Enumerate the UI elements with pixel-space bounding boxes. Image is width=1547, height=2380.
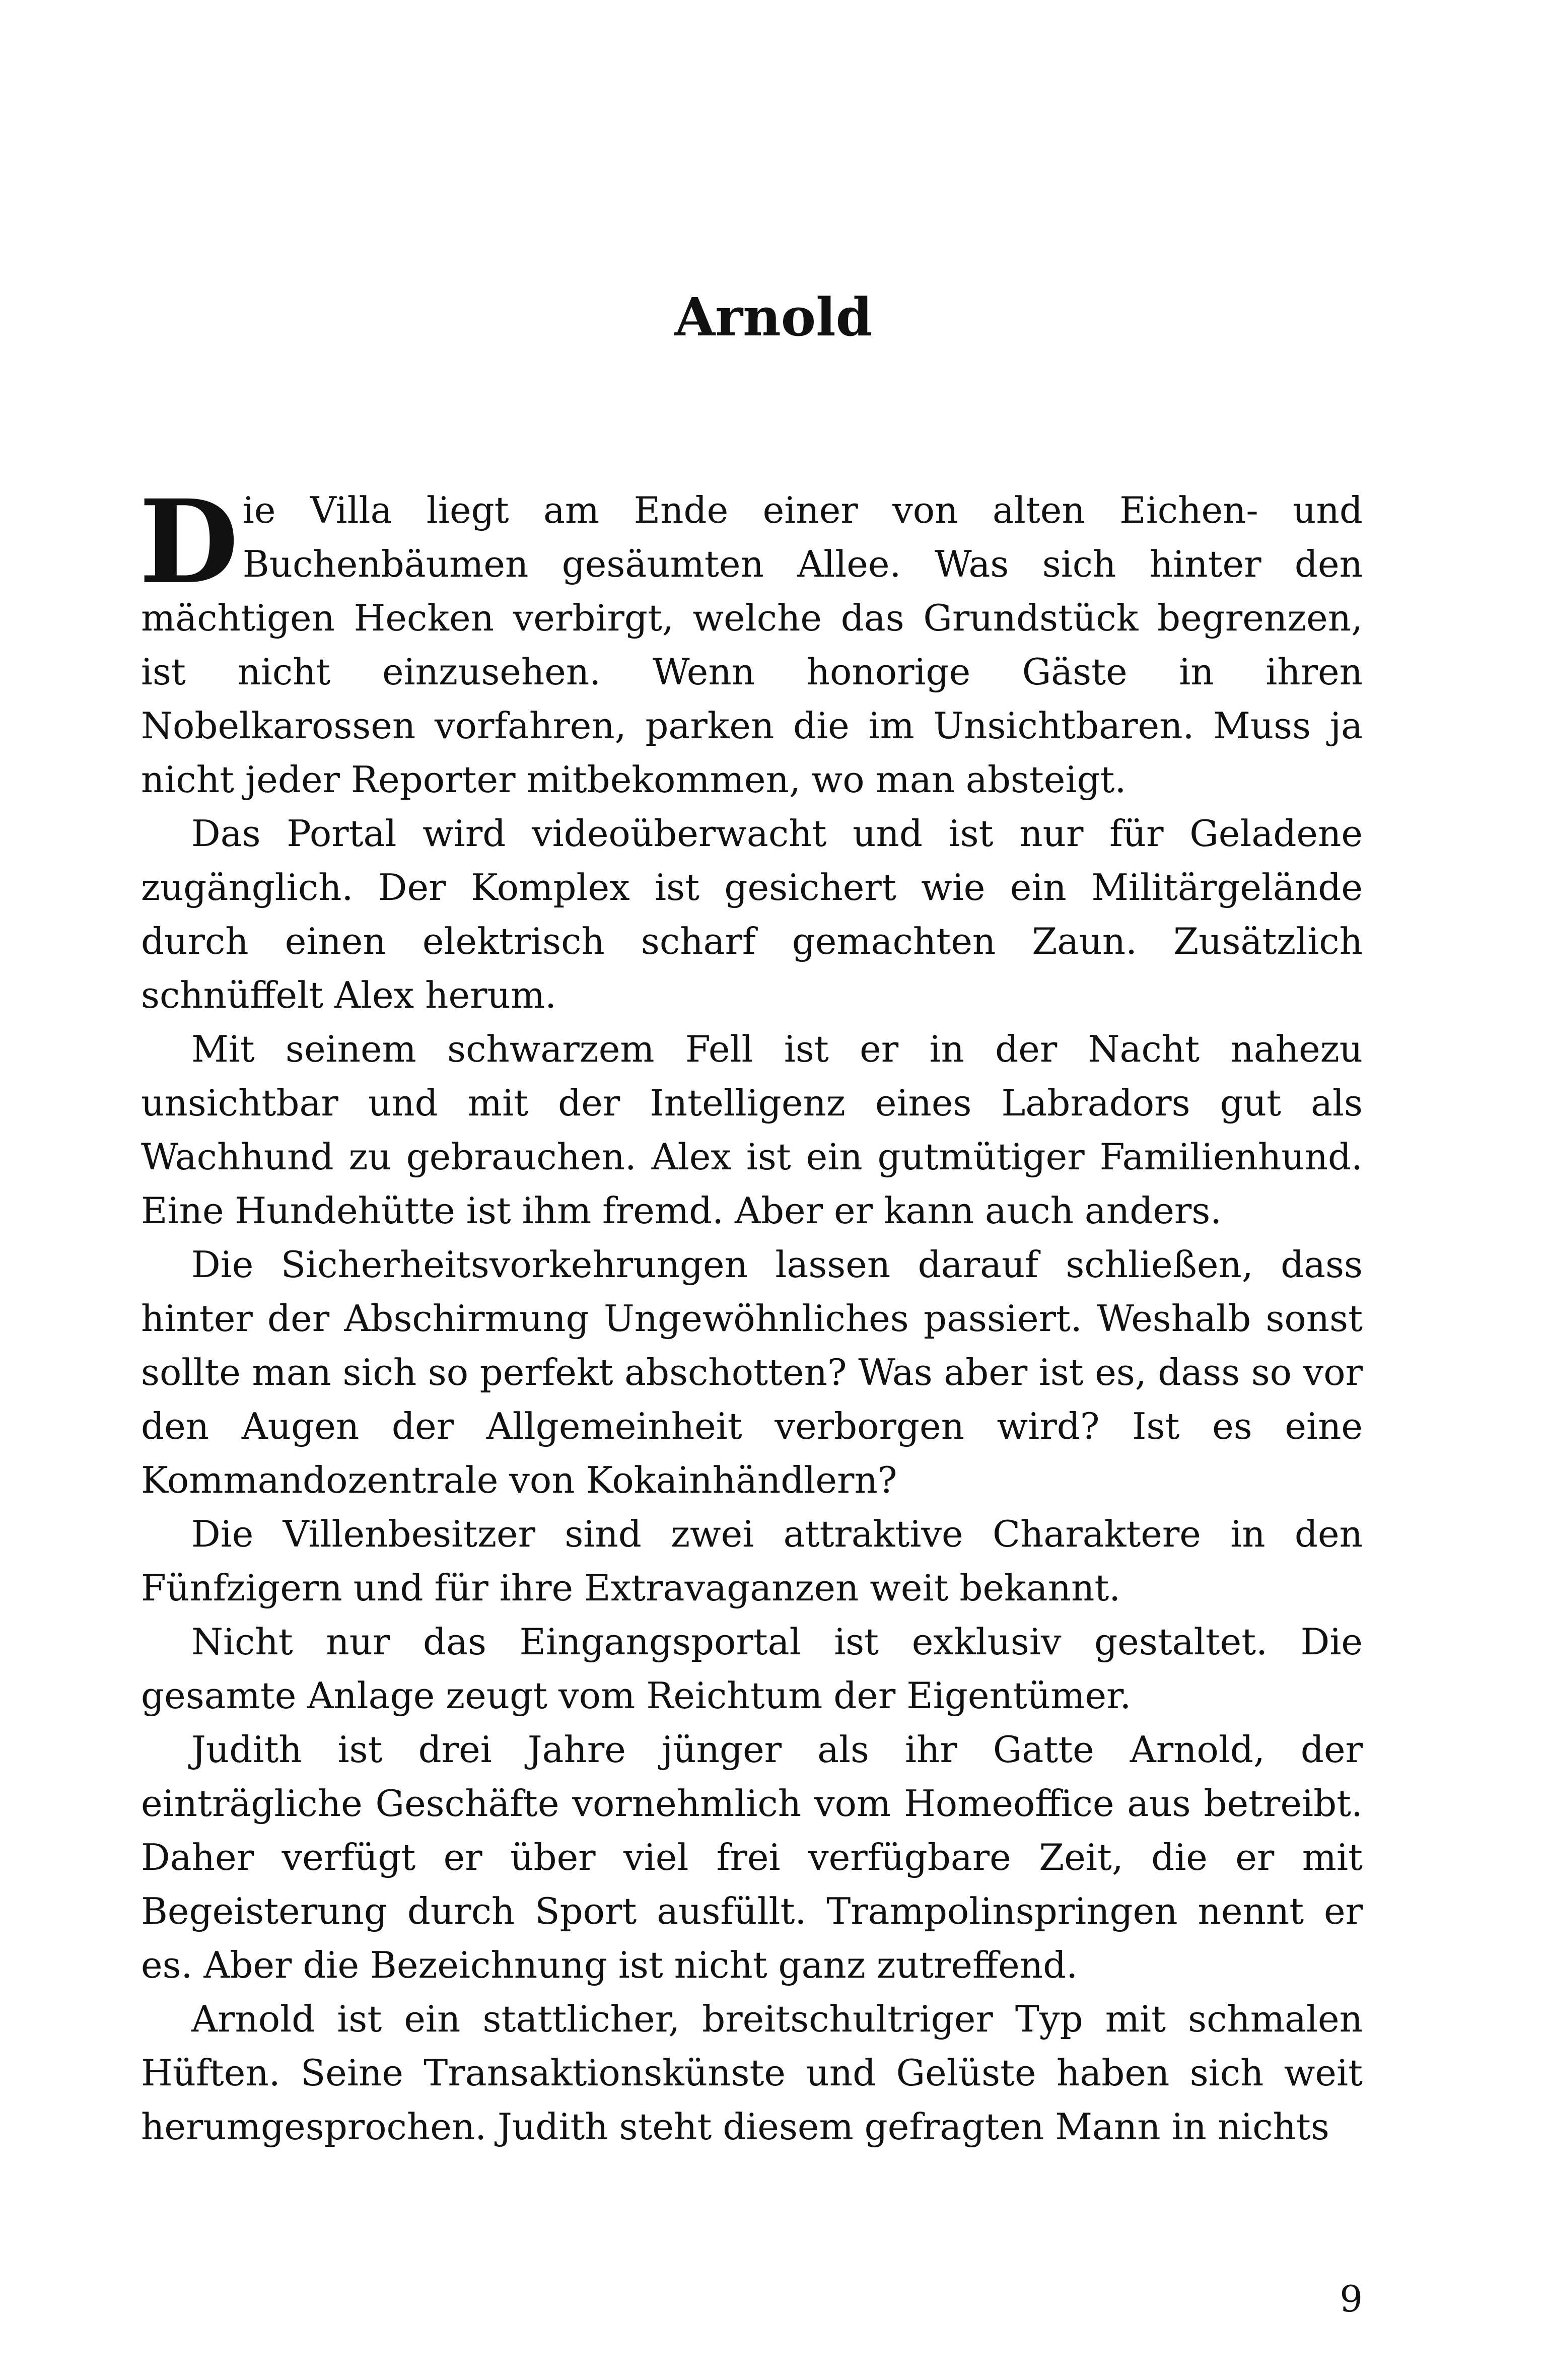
paragraph: Das Portal wird videoüberwacht und ist nur für Geladene zugänglich. Der Komplex ist gesichert wie ein Militärgelände durch einen elektrisch scharf gemachten Zaun. Zusätzlich schnüffelt Alex herum. [141,812,1363,1016]
paragraph: Mit seinem schwarzem Fell ist er in der Nacht nahezu unsichtbar und mit der Intelligenz eines Labradors gut als Wachhund zu gebrauchen. Alex ist ein gutmütiger Familienhund. Eine Hundehütte ist ihm fremd. Aber er kann auch anders. [141,1028,1363,1232]
chapter-title: Arnold [674,286,873,348]
paragraph: Judith ist drei Jahre jünger als ihr Gatte Arnold, der einträgliche Geschäfte vornehmlich vom Homeoffice aus betreibt. Daher verfügt er über viel frei verfügbare Zeit, die er mit Begeisterung durch Sport ausfüllt. Trampolinspringen nennt er es. Aber die Bezeichnung ist nicht ganz zutreffend. [141,1728,1363,1986]
drop-cap: D [139,474,239,609]
body-text [139,474,1363,2154]
paragraph: Die Sicherheitsvorkehrungen lassen darauf schließen, dass hinter der Abschirmung Ungewöhnliches passiert. Weshalb sonst sollte man sich so perfekt abschotten? Was aber ist es, dass so vor den Augen der Allgemeinheit verborgen wird? Ist es eine Kommandozentrale von Kokainhändlern? [141,1243,1363,1501]
paragraph-text: ie Villa liegt am Ende einer von alten Eichen- und Buchenbäumen gesäumten Allee. Was sich hinter den mächtigen Hecken verbirgt, welche das Grundstück begrenzen, ist nicht einzusehen. Wenn honorige Gäste in ihren Nobelkarossen vorfahren, parken die im Unsichtbaren. Muss ja nicht jeder Reporter mitbekommen, wo man absteigt. [141,489,1363,801]
paragraph [139,474,1363,807]
paragraph: Die Villenbesitzer sind zwei attraktive Charaktere in den Fünfzigern und für ihre Extravaganzen weit bekannt. [141,1513,1363,1609]
paragraph: Nicht nur das Eingangsportal ist exklusiv gestaltet. Die gesamte Anlage zeugt vom Reichtum der Eigentümer. [141,1621,1363,1717]
paragraph: Arnold ist ein stattlicher, breitschultriger Typ mit schmalen Hüften. Seine Transaktionskünste und Gelüste haben sich weit herumgesprochen. Judith steht diesem gefragten Mann in nichts [141,1998,1363,2148]
page-number: 9 [1340,2278,1363,2320]
